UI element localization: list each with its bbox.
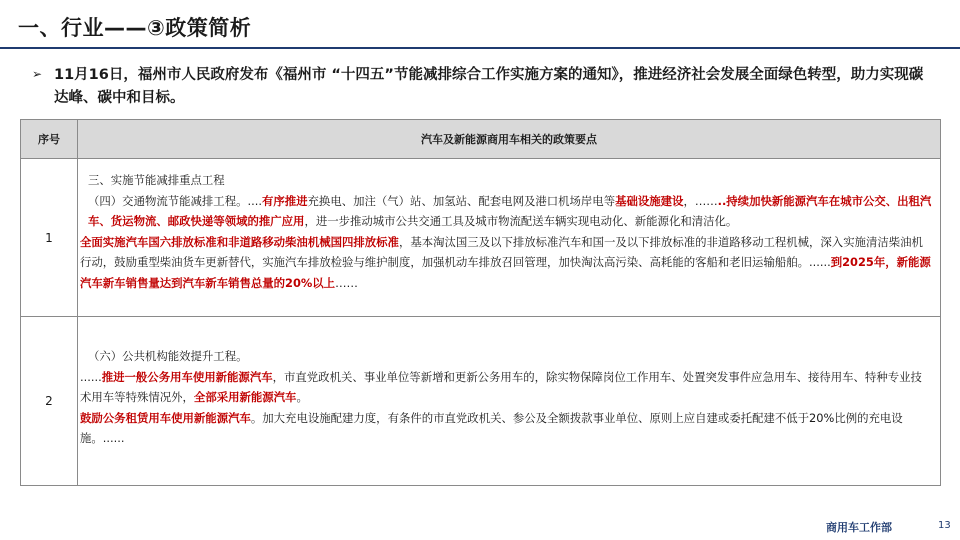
header-no: 序号 — [21, 120, 78, 159]
title-divider — [0, 47, 960, 49]
highlight-text: 基础设施建设 — [615, 193, 684, 208]
highlight-text: 到2025年，新能源汽车新车销售量达到汽车新车销售总量的20%以上 — [80, 255, 931, 290]
department-label: 商用车工作部 — [826, 521, 892, 534]
page-number: 13 — [938, 520, 951, 531]
row-number: 1 — [21, 159, 78, 317]
body-text: ，市直党政机关、事业单位等新增和更新公务用车的，除实物保障岗位工作用车、处置突发事件应急用车、接待用车、特种专业技术用车等特殊情况外， — [80, 369, 922, 404]
highlight-text: 鼓励公务租赁用车使用新能源汽车 — [80, 410, 251, 425]
row-paragraph — [80, 408, 932, 449]
arrow-bullet-icon: ➢ — [32, 67, 43, 81]
body-text: ，进一步推动城市公共交通工具及城市物流配送车辆实现电动化、新能源化和清洁化。 — [304, 214, 738, 228]
body-text: 。加大充电设施配建力度，有条件的市直党政机关、参公及全额拨款事业单位、原则上应自建或委托配建不低于20%比例的充电设施。...... — [80, 410, 903, 445]
row-paragraph — [80, 191, 932, 232]
row-content — [78, 317, 941, 486]
body-text: （四）交通物流节能减排工程。.... — [88, 193, 262, 208]
highlight-text: 有序推进 — [261, 193, 308, 208]
row-heading: 三、实施节能减排重点工程 — [88, 173, 225, 187]
row-content — [78, 159, 941, 317]
row-paragraph — [80, 232, 932, 294]
policy-table — [20, 119, 941, 486]
row-paragraph — [80, 367, 932, 408]
highlight-text: 推进一般公务用车使用新能源汽车 — [101, 369, 273, 384]
body-text: ...... — [80, 369, 102, 384]
body-text: ，基本淘汰国三及以下排放标准汽车和国一及以下排放标准的非道路移动工程机械，深入实施清洁柴油机行动，鼓励重型柴油货车更新替代，实施汽车排放检验与维护制度，加强机动车排放召回管理，加快淘汰高污染、高耗能的客船和老旧运输船舶。...... — [80, 234, 923, 269]
page-title: 一、行业——③政策简析 — [18, 16, 252, 40]
table-header-row — [21, 120, 941, 159]
body-text: …… — [335, 275, 358, 290]
header-content: 汽车及新能源商用车相关的政策要点 — [78, 120, 941, 159]
highlight-text: 全部采用新能源汽车 — [193, 390, 297, 404]
body-text: 。 — [296, 390, 308, 404]
row-number: 2 — [21, 317, 78, 486]
body-text: ，…… — [683, 193, 718, 208]
highlight-text: 全面实施汽车国六排放标准和非道路移动柴油机械国四排放标准 — [80, 234, 399, 249]
highlight-text: ..持续加快新能源汽车在城市公交、出租汽车、货运物流、邮政快递等领域的推广应用 — [88, 193, 932, 228]
table-row — [21, 159, 941, 317]
summary-bullet — [32, 64, 932, 110]
body-text: 充换电、加注（气）站、加氢站、配套电网及港口机场岸电等 — [307, 193, 616, 208]
summary-text: 11月16日，福州市人民政府发布《福州市 “十四五”节能减排综合工作实施方案的通知》，推进经济社会发展全面绿色转型，助力实现碳达峰、碳中和目标。 — [54, 67, 924, 106]
row-heading: （六）公共机构能效提升工程。 — [88, 349, 248, 363]
table-row — [21, 317, 941, 486]
